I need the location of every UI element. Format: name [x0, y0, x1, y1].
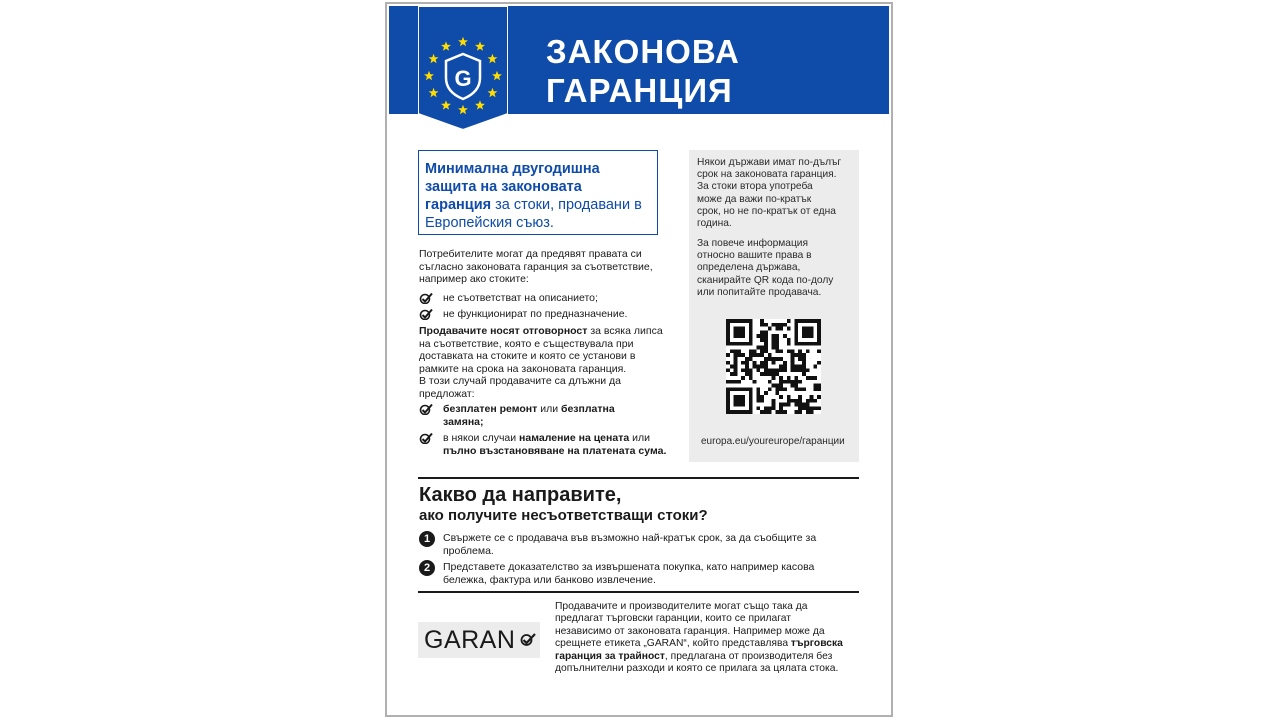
qr-module — [794, 376, 798, 380]
qr-module — [794, 365, 798, 369]
qr-module — [756, 406, 760, 410]
qr-module — [756, 368, 760, 372]
qr-module — [787, 376, 791, 380]
qr-module — [753, 380, 757, 384]
intro-box — [418, 150, 658, 235]
qr-module — [772, 406, 776, 410]
qr-module — [779, 395, 783, 399]
title-line-1: ЗАКОНОВА — [546, 33, 740, 70]
qr-module — [798, 357, 802, 361]
qr-module — [768, 368, 772, 372]
qr-module — [772, 357, 776, 361]
checkmark-icon — [419, 432, 433, 444]
qr-module — [749, 368, 753, 372]
text-line: доставката на стоките и която се установи в — [419, 350, 636, 362]
garan-label: GARAN — [424, 626, 516, 654]
qr-module — [772, 323, 776, 327]
qr-module — [787, 399, 791, 403]
qr-module — [810, 376, 814, 380]
checkmark-icon — [419, 403, 433, 415]
qr-module — [772, 384, 776, 388]
text-span: безплатна — [560, 403, 615, 415]
qr-module — [791, 353, 795, 357]
qr-module — [813, 365, 817, 369]
qr-module — [764, 361, 768, 365]
text-span: или — [537, 403, 561, 415]
qr-module — [734, 353, 738, 357]
qr-module — [806, 368, 810, 372]
text-line: Продавачите и производителите могат също така да — [555, 601, 808, 612]
qr-module — [756, 395, 760, 399]
qr-module — [730, 380, 734, 384]
qr-module — [745, 365, 749, 369]
qr-module — [734, 361, 738, 365]
qr-module — [813, 376, 817, 380]
europa-link[interactable]: europa.eu/youreurope/гаранции — [701, 436, 845, 447]
step-number-badge: 2 — [419, 560, 435, 576]
text-line — [419, 325, 679, 338]
qr-module — [764, 365, 768, 369]
text-line: на съответствие, която е съществувала при — [419, 337, 634, 350]
qr-module — [760, 353, 764, 357]
item-text: не функционират по предназначение. — [443, 308, 628, 320]
qr-module — [798, 395, 802, 399]
qr-module — [802, 357, 806, 361]
text-line: предложат: — [419, 387, 475, 400]
intro-regular: за стоки, продавани в Европейския съюз. — [425, 197, 642, 231]
qr-module — [783, 334, 787, 338]
what-to-do-subheading: ако получите несъответстващи стоки? — [419, 507, 708, 524]
qr-module — [775, 357, 779, 361]
qr-module — [783, 387, 787, 391]
qr-module — [730, 365, 734, 369]
qr-module — [760, 395, 764, 399]
qr-module — [783, 403, 787, 407]
qr-module — [791, 368, 795, 372]
qr-module — [764, 330, 768, 334]
qr-module — [783, 410, 787, 414]
consumers-paragraph — [419, 248, 669, 286]
qr-module — [760, 319, 764, 323]
item-text — [443, 432, 666, 457]
qr-module — [756, 346, 760, 350]
qr-module — [794, 384, 798, 388]
qr-module — [741, 368, 745, 372]
qr-module — [779, 410, 783, 414]
sidebar-paragraph-2 — [697, 238, 833, 299]
text-line: определена държава, — [697, 262, 801, 274]
qr-module — [760, 330, 764, 334]
qr-module — [783, 368, 787, 372]
qr-module — [772, 346, 776, 350]
qr-module — [764, 372, 768, 376]
text-line: може да важи по-кратък — [697, 193, 812, 205]
checkmark-icon — [419, 292, 433, 304]
text-line: За повече информация — [697, 238, 809, 249]
eu-shield-logo-icon — [418, 6, 508, 130]
qr-module — [760, 349, 764, 353]
qr-finder — [734, 395, 745, 406]
qr-module — [783, 365, 787, 369]
qr-module — [772, 372, 776, 376]
qr-module — [775, 338, 779, 342]
qr-module — [741, 361, 745, 365]
qr-module — [775, 346, 779, 350]
text-line: срок, но не по-кратък от една — [697, 205, 836, 217]
sidebar-paragraph-1 — [697, 157, 841, 230]
qr-module — [810, 395, 814, 399]
qr-module — [779, 387, 783, 391]
text-line — [555, 651, 855, 663]
qr-module — [787, 380, 791, 384]
qr-module — [783, 361, 787, 365]
qr-module — [745, 357, 749, 361]
qr-module — [787, 342, 791, 346]
text-span: намаление на цената — [519, 432, 630, 444]
qr-module — [749, 357, 753, 361]
qr-module — [760, 361, 764, 365]
qr-module — [756, 353, 760, 357]
text-line: За стоки втора употреба — [697, 181, 813, 193]
qr-module — [779, 403, 783, 407]
qr-module — [760, 346, 764, 350]
qr-module — [741, 353, 745, 357]
qr-module — [726, 361, 730, 365]
qr-module — [813, 387, 817, 391]
qr-module — [768, 387, 772, 391]
qr-module — [745, 372, 749, 376]
qr-module — [779, 365, 783, 369]
qr-module — [817, 384, 821, 388]
step-number-badge: 1 — [419, 531, 435, 547]
qr-module — [768, 357, 772, 361]
qr-module — [798, 403, 802, 407]
qr-module — [764, 391, 768, 395]
qr-module — [794, 353, 798, 357]
qr-module — [791, 399, 795, 403]
qr-module — [772, 334, 776, 338]
what-to-do-heading: Какво да направите, — [419, 484, 622, 506]
qr-module — [745, 361, 749, 365]
text-span: , предлагана от производителя без — [664, 650, 833, 662]
qr-module — [737, 353, 741, 357]
garan-checkmark-icon — [520, 632, 536, 646]
qr-module — [798, 410, 802, 414]
qr-module — [768, 327, 772, 331]
qr-module — [794, 368, 798, 372]
qr-module — [749, 372, 753, 376]
text-line: съгласно законовата гаранция за съответствие, — [419, 260, 653, 273]
qr-module — [726, 380, 730, 384]
qr-module — [787, 349, 791, 353]
qr-module — [775, 323, 779, 327]
title-line-2: ГАРАНЦИЯ — [546, 72, 733, 109]
qr-finder — [802, 327, 813, 338]
text-span: гаранция за трайност — [555, 650, 665, 662]
qr-module — [798, 399, 802, 403]
qr-module — [775, 349, 779, 353]
qr-module — [783, 323, 787, 327]
text-line: година. — [697, 218, 732, 230]
qr-module — [787, 327, 791, 331]
section-divider — [418, 591, 859, 593]
qr-module — [794, 380, 798, 384]
qr-module — [760, 365, 764, 369]
text-span: безплатен ремонт — [443, 403, 538, 415]
text-span: срещнете етикета „GARAN“, който представлява — [555, 638, 791, 650]
qr-module — [779, 357, 783, 361]
qr-module — [810, 410, 814, 414]
qr-module — [798, 365, 802, 369]
qr-module — [756, 391, 760, 395]
qr-code-icon[interactable] — [726, 319, 821, 414]
qr-module — [764, 357, 768, 361]
qr-module — [734, 357, 738, 361]
qr-module — [737, 349, 741, 353]
text-line: Свържете се с продавача във възможно най-кратък срок, за да съобщите за — [443, 532, 817, 544]
qr-module — [787, 338, 791, 342]
qr-module — [756, 334, 760, 338]
qr-module — [760, 372, 764, 376]
text-line: например ако стоките: — [419, 273, 529, 285]
qr-module — [741, 376, 745, 380]
qr-module — [791, 384, 795, 388]
qr-module — [726, 368, 730, 372]
qr-module — [810, 406, 814, 410]
qr-module — [802, 353, 806, 357]
qr-module — [768, 353, 772, 357]
text-span: за всяка липса — [587, 325, 663, 337]
qr-module — [726, 353, 730, 357]
step-text — [443, 561, 843, 586]
qr-module — [749, 353, 753, 357]
qr-module — [806, 376, 810, 380]
qr-module — [798, 406, 802, 410]
text-line: бележка, фактура или банково извлечение. — [443, 573, 656, 586]
qr-module — [817, 349, 821, 353]
qr-module — [798, 368, 802, 372]
qr-module — [768, 380, 772, 384]
text-line: рамките на срока на законовата гаранция. — [419, 362, 627, 375]
sellers-bold-lead: Продавачите носят отговорност — [419, 325, 588, 337]
qr-module — [772, 403, 776, 407]
qr-module — [817, 361, 821, 365]
qr-module — [753, 349, 757, 353]
qr-module — [798, 387, 802, 391]
sellers-paragraph — [419, 325, 679, 400]
qr-module — [791, 380, 795, 384]
qr-module — [817, 406, 821, 410]
qr-module — [779, 380, 783, 384]
qr-module — [760, 323, 764, 327]
qr-module — [775, 327, 779, 331]
item-text — [443, 403, 615, 428]
qr-module — [802, 403, 806, 407]
qr-module — [760, 338, 764, 342]
qr-module — [768, 406, 772, 410]
qr-module — [779, 368, 783, 372]
qr-module — [760, 334, 764, 338]
qr-module — [779, 349, 783, 353]
qr-module — [775, 372, 779, 376]
qr-module — [745, 368, 749, 372]
text-span: в някои случаи — [443, 432, 520, 444]
qr-module — [779, 376, 783, 380]
text-line: независимо от законовата гаранция. Например може да — [555, 625, 825, 637]
text-line: допълнителни разходи и която се прилага за цялата стока. — [555, 663, 839, 675]
qr-module — [791, 349, 795, 353]
qr-module — [813, 384, 817, 388]
qr-module — [764, 323, 768, 327]
qr-module — [764, 410, 768, 414]
qr-module — [810, 399, 814, 403]
qr-module — [779, 327, 783, 331]
qr-module — [753, 365, 757, 369]
qr-module — [787, 319, 791, 323]
qr-module — [794, 403, 798, 407]
text-line: или попитайте продавача. — [697, 286, 822, 298]
text-line: Представете доказателство за извършената покупка, като например касова — [443, 561, 815, 573]
qr-module — [764, 406, 768, 410]
qr-module — [734, 368, 738, 372]
text-line: проблема. — [443, 544, 494, 557]
text-line: В този случай продавачите са длъжни да — [419, 375, 621, 387]
qr-module — [764, 334, 768, 338]
qr-module — [775, 384, 779, 388]
qr-module — [764, 368, 768, 372]
intro-bold: Минимална двугодишна защита на законовата гаранция — [425, 161, 600, 213]
qr-module — [737, 380, 741, 384]
checkmark-icon — [419, 308, 433, 320]
qr-module — [813, 406, 817, 410]
qr-module — [802, 372, 806, 376]
qr-module — [798, 349, 802, 353]
qr-module — [768, 410, 772, 414]
qr-module — [802, 368, 806, 372]
page-title — [546, 32, 740, 110]
qr-module — [806, 406, 810, 410]
qr-module — [730, 372, 734, 376]
text-line: относно вашите права в — [697, 250, 812, 262]
qr-module — [798, 353, 802, 357]
qr-module — [775, 342, 779, 346]
qr-module — [794, 387, 798, 391]
qr-module — [791, 357, 795, 361]
qr-module — [813, 399, 817, 403]
qr-module — [779, 384, 783, 388]
qr-module — [764, 338, 768, 342]
text-line: предлагат търговски гаранции, които се прилагат — [555, 613, 791, 625]
qr-module — [760, 399, 764, 403]
qr-module — [775, 410, 779, 414]
qr-module — [802, 387, 806, 391]
qr-module — [787, 403, 791, 407]
qr-module — [798, 380, 802, 384]
text-span: или — [629, 432, 650, 444]
qr-module — [756, 399, 760, 403]
qr-finder — [734, 327, 745, 338]
qr-module — [772, 368, 776, 372]
qr-module — [753, 361, 757, 365]
qr-module — [787, 395, 791, 399]
qr-module — [756, 365, 760, 369]
text-span: търговска — [790, 638, 843, 650]
qr-module — [734, 380, 738, 384]
qr-module — [806, 349, 810, 353]
section-divider — [418, 477, 859, 479]
qr-module — [775, 334, 779, 338]
step-text — [443, 532, 843, 557]
qr-module — [802, 365, 806, 369]
qr-module — [779, 323, 783, 327]
item-text: не съответстват на описанието; — [443, 292, 598, 304]
qr-module — [772, 399, 776, 403]
qr-module — [817, 395, 821, 399]
text-line: Някои държави имат по-дълъг — [697, 157, 842, 168]
text-span: пълно възстановяване на платената сума. — [443, 444, 667, 457]
qr-module — [764, 346, 768, 350]
qr-module — [753, 353, 757, 357]
text-line: срок на законовата гаранция. — [697, 169, 837, 181]
qr-module — [783, 380, 787, 384]
qr-module — [760, 410, 764, 414]
logo-letter: G — [454, 66, 472, 91]
qr-module — [772, 376, 776, 380]
garan-description — [555, 601, 855, 675]
text-line — [555, 638, 855, 650]
qr-module — [775, 391, 779, 395]
qr-module — [817, 387, 821, 391]
qr-module — [749, 376, 753, 380]
qr-module — [775, 368, 779, 372]
qr-module — [764, 349, 768, 353]
qr-module — [791, 361, 795, 365]
qr-module — [794, 399, 798, 403]
qr-module — [756, 387, 760, 391]
qr-module — [772, 342, 776, 346]
text-line: Потребителите могат да предявят правата си — [419, 248, 642, 260]
qr-module — [734, 372, 738, 376]
qr-module — [734, 365, 738, 369]
qr-module — [768, 372, 772, 376]
qr-module — [806, 403, 810, 407]
qr-module — [791, 365, 795, 369]
qr-module — [749, 349, 753, 353]
qr-module — [802, 361, 806, 365]
qr-module — [730, 349, 734, 353]
text-line: сканирайте QR кода по-долу — [697, 274, 834, 286]
qr-module — [794, 410, 798, 414]
qr-module — [734, 349, 738, 353]
qr-module — [779, 406, 783, 410]
qr-module — [764, 342, 768, 346]
qr-module — [802, 406, 806, 410]
qr-module — [806, 399, 810, 403]
qr-module — [772, 338, 776, 342]
text-span: замяна; — [443, 415, 484, 428]
qr-module — [806, 410, 810, 414]
qr-module — [775, 387, 779, 391]
qr-module — [772, 361, 776, 365]
